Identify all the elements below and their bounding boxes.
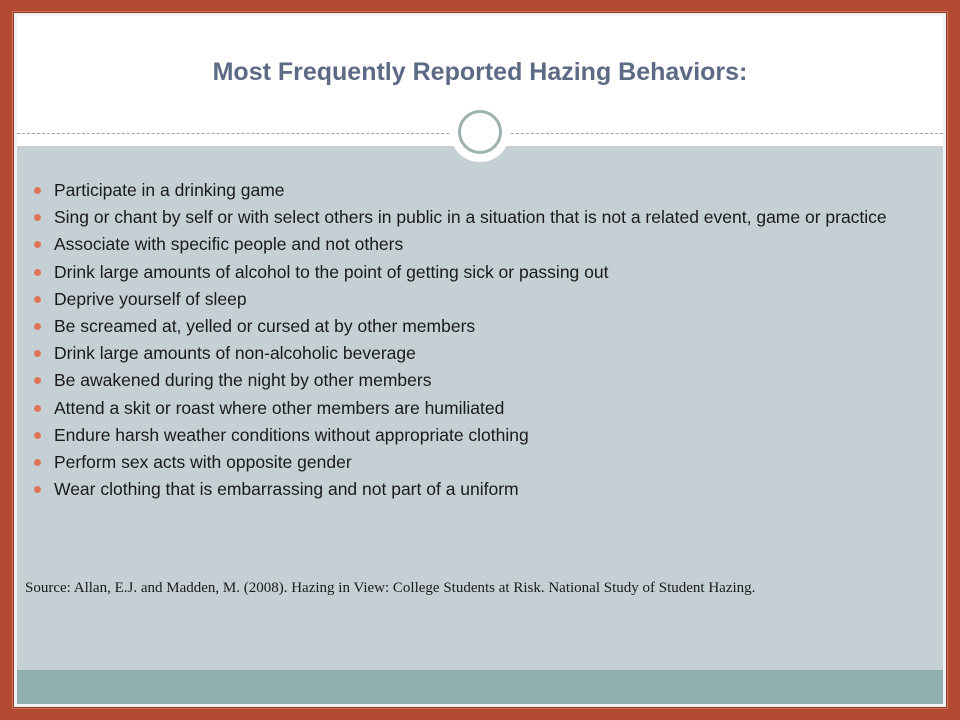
list-item-text: Perform sex acts with opposite gender <box>54 451 352 472</box>
bullet-list <box>34 181 914 507</box>
list-item <box>34 263 914 282</box>
bullet-dot-icon <box>34 241 41 248</box>
list-item-text: Sing or chant by self or with select others in public in a situation that is not a related event, game or practice <box>54 207 887 228</box>
bullet-dot-icon <box>34 432 41 439</box>
list-item <box>34 480 914 499</box>
list-item <box>34 399 914 418</box>
circle-ornament-icon <box>450 102 510 162</box>
list-item <box>34 453 914 472</box>
list-item <box>34 371 914 390</box>
bullet-dot-icon <box>34 214 41 221</box>
footer-band <box>17 670 943 704</box>
list-item-text: Be screamed at, yelled or cursed at by other members <box>54 315 476 336</box>
list-item-text: Participate in a drinking game <box>54 180 285 200</box>
bullet-dot-icon <box>34 350 41 357</box>
bullet-dot-icon <box>34 269 41 276</box>
slide-title: Most Frequently Reported Hazing Behaviors: <box>212 58 748 86</box>
list-item-text: Associate with specific people and not others <box>54 234 404 255</box>
bullet-dot-icon <box>34 296 41 303</box>
list-item-text: Deprive yourself of sleep <box>54 288 247 309</box>
circle-ring <box>458 110 502 154</box>
list-item <box>34 181 914 200</box>
bullet-dot-icon <box>34 187 41 194</box>
list-item-text: Be awakened during the night by other members <box>54 370 432 391</box>
bullet-dot-icon <box>34 486 41 493</box>
list-item <box>34 208 914 227</box>
bullet-dot-icon <box>34 377 41 384</box>
list-item-text: Attend a skit or roast where other members are humiliated <box>54 397 505 418</box>
list-item <box>34 290 914 309</box>
list-item <box>34 317 914 336</box>
bullet-dot-icon <box>34 459 41 466</box>
list-item <box>34 426 914 445</box>
list-item-text: Wear clothing that is embarrassing and not part of a uniform <box>54 479 519 500</box>
list-item <box>34 344 914 363</box>
source-citation: Source: Allan, E.J. and Madden, M. (2008). Hazing in View: College Students at Risk. National Study of Student Hazing. <box>25 580 756 596</box>
list-item-text: Drink large amounts of non-alcoholic beverage <box>54 343 416 364</box>
list-item-text: Endure harsh weather conditions without appropriate clothing <box>54 424 529 445</box>
bullet-dot-icon <box>34 405 41 412</box>
bullet-dot-icon <box>34 323 41 330</box>
list-item-text: Drink large amounts of alcohol to the point of getting sick or passing out <box>54 261 609 282</box>
list-item <box>34 235 914 254</box>
